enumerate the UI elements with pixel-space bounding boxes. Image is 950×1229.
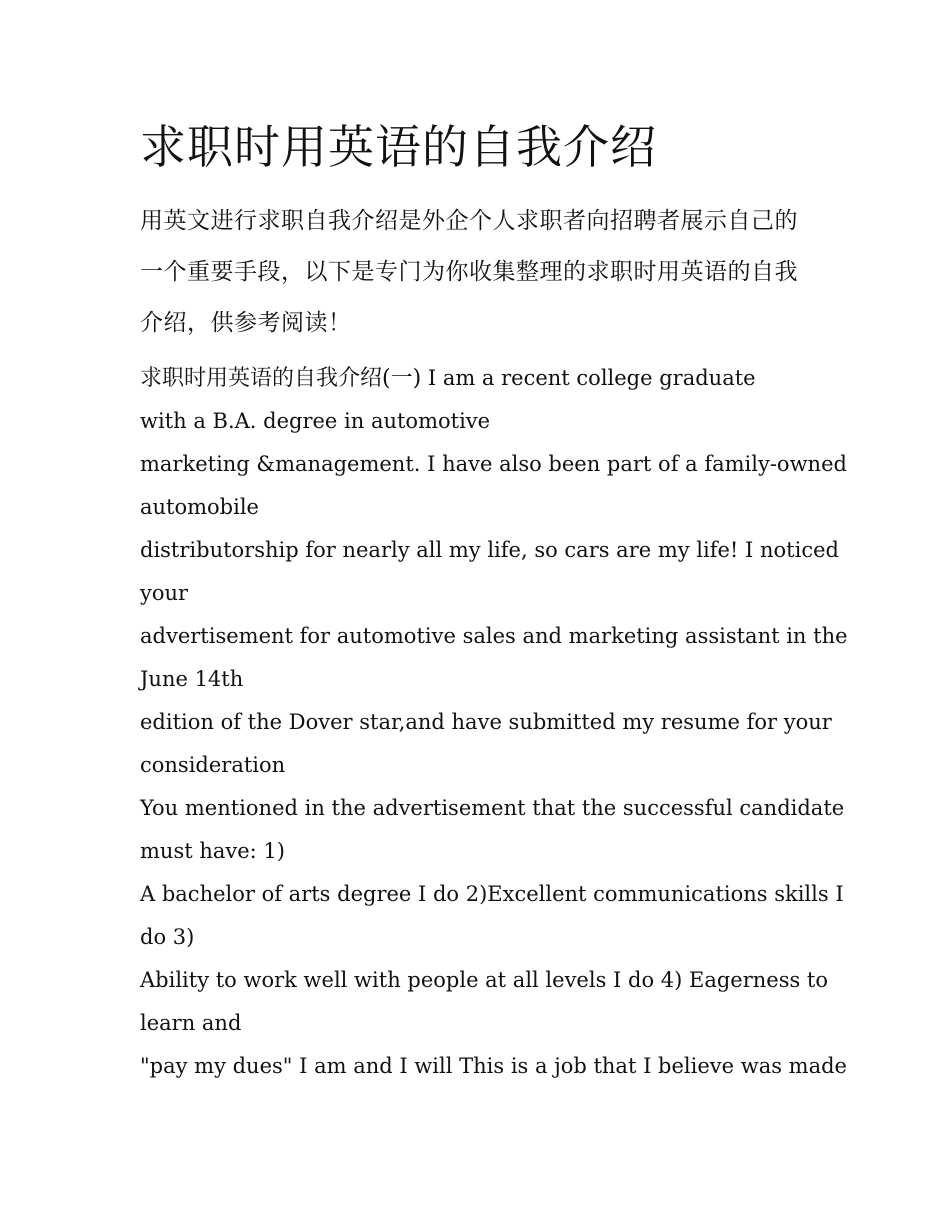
body-line-12: must have: 1) — [140, 839, 285, 863]
body-line-7: advertisement for automotive sales and marketing assistant in the — [140, 624, 848, 648]
body-line-1 — [140, 357, 820, 400]
body-line-10: consideration — [140, 753, 286, 777]
body-line-8: June 14th — [140, 667, 244, 691]
body-line-1-text: I am a recent college graduate — [421, 366, 756, 390]
body-line-6: your — [140, 581, 189, 605]
section-heading: 求职时用英语的自我介绍(一) — [140, 366, 422, 391]
document-title: 求职时用英语的自我介绍 — [140, 120, 657, 174]
body-line-15: Ability to work well with people at all levels I do 4) Eagerness to — [140, 968, 829, 992]
document-page — [140, 112, 848, 1088]
body-line-13: A bachelor of arts degree I do 2)Excellent communications skills I — [140, 882, 844, 906]
body-line-3: marketing &management. I have also been part of a family-owned — [140, 452, 847, 476]
body-text — [140, 357, 848, 1088]
body-line-16: learn and — [140, 1011, 242, 1035]
body-line-14: do 3) — [140, 925, 195, 949]
body-line-2: with a B.A. degree in automotive — [140, 409, 491, 433]
body-line-17: "pay my dues" I am and I will This is a job that I believe was made — [140, 1054, 847, 1078]
body-line-5: distributorship for nearly all my life, so cars are my life! I noticed — [140, 538, 839, 562]
body-line-4: automobile — [140, 495, 259, 519]
body-line-9: edition of the Dover star,and have submitted my resume for your — [140, 710, 832, 734]
body-line-11: You mentioned in the advertisement that the successful candidate — [140, 796, 845, 820]
intro-paragraph: 用英文进行求职自我介绍是外企个人求职者向招聘者展示自己的一个重要手段，以下是专门为你收集整理的求职时用英语的自我介绍，供参考阅读！ — [140, 208, 798, 336]
